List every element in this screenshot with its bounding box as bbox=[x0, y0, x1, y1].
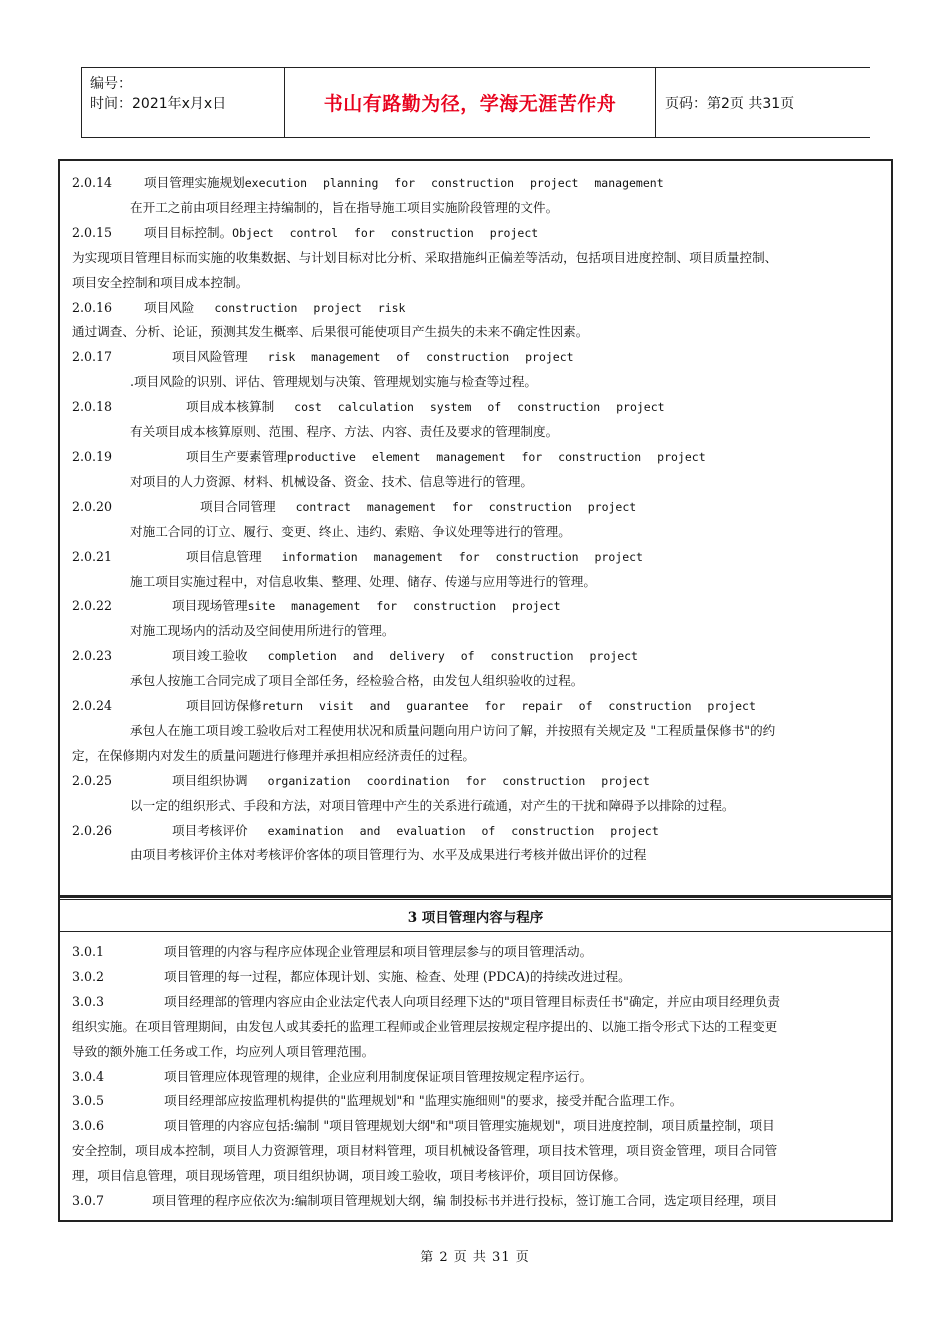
definition-title: 2.0.19 项目生产要素管理productive element management for construction project bbox=[72, 448, 706, 464]
definition-desc: 对施工合同的订立、履行、变更、终止、违约、索赔、争议处理等进行的管理。 bbox=[130, 523, 571, 539]
clause: 3.0.4 项目管理应体现管理的规律，企业应利用制度保证项目管理按规定程序运行。 bbox=[72, 1068, 593, 1084]
page-header bbox=[81, 67, 870, 138]
clause: 3.0.7 项目管理的程序应依次为:编制项目管理规划大纲，编 制投标书并进行投标，签订施工合同，选定项目经理，项目 bbox=[72, 1193, 778, 1209]
clause-cont: 理，项目信息管理，项目现场管理，项目组织协调，项目竣工验收，项目考核评价，项目回访保修。 bbox=[72, 1168, 627, 1184]
definition-desc: 承包人按施工合同完成了项目全部任务，经检验合格，由发包人组织验收的过程。 bbox=[130, 673, 584, 689]
clause: 3.0.3 项目经理部的管理内容应由企业法定代表人向项目经理下达的"项目管理目标责任书"确定，并应由项目经理负责 bbox=[72, 993, 781, 1009]
definitions-list bbox=[60, 161, 891, 868]
definition-title: 2.0.26 项目考核评价 examination and evaluation of construction project bbox=[72, 822, 659, 838]
definition-title: 2.0.16 项目风险 construction project risk bbox=[72, 299, 406, 315]
definition-desc-cont: 定，在保修期内对发生的质量问题进行修理并承担相应经济责任的过程。 bbox=[72, 747, 475, 763]
definitions-box bbox=[58, 159, 893, 897]
definition-desc: 有关项目成本核算原则、范围、程序、方法、内容、责任及要求的管理制度。 bbox=[130, 424, 559, 440]
definition-title: 2.0.22 项目现场管理site management for construction project bbox=[72, 598, 561, 614]
clause-cont: 组织实施。在项目管理期间，由发包人或其委托的监理工程师或企业管理层按规定程序提出的、以施工指令形式下达的工程变更 bbox=[72, 1018, 778, 1034]
definition-desc: 对施工现场内的活动及空间使用所进行的管理。 bbox=[130, 623, 395, 639]
page-footer: 第 2 页 共 31 页 bbox=[420, 1250, 530, 1265]
section-title: 3 项目管理内容与程序 bbox=[60, 897, 891, 932]
definition-title: 2.0.25 项目组织协调 organization coordination for construction project bbox=[72, 772, 650, 788]
definition-desc: 通过调查、分析、论证，预测其发生概率、后果很可能使项目产生损失的未来不确定性因素。 bbox=[72, 324, 589, 340]
definition-desc: .项目风险的识别、评估、管理规划与决策、管理规划实施与检查等过程。 bbox=[130, 374, 538, 390]
definition-desc: 以一定的组织形式、手段和方法，对项目管理中产生的关系进行疏通，对产生的干扰和障碍予以排除的过程。 bbox=[130, 797, 735, 813]
definition-title: 2.0.23 项目竣工验收 completion and delivery of construction project bbox=[72, 648, 638, 664]
clause: 3.0.2 项目管理的每一过程，都应体现计划、实施、检查、处理 (PDCA)的持续改进过程。 bbox=[72, 968, 631, 984]
clause-cont: 安全控制，项目成本控制，项目人力资源管理，项目材料管理，项目机械设备管理，项目技术管理，项目资金管理，项目合同管 bbox=[72, 1143, 778, 1159]
section3-box bbox=[58, 897, 893, 1222]
definition-desc: 对项目的人力资源、材料、机械设备、资金、技术、信息等进行的管理。 bbox=[130, 473, 533, 489]
section3-list bbox=[60, 932, 891, 1214]
definition-desc: 施工项目实施过程中，对信息收集、整理、处理、储存、传递与应用等进行的管理。 bbox=[130, 573, 596, 589]
definition-title: 2.0.20 项目合同管理 contract management for construction project bbox=[72, 498, 637, 514]
clause: 3.0.6 项目管理的内容应包括:编制 "项目管理规划大纲"和"项目管理实施规划"，项目进度控制，项目质量控制，项目 bbox=[72, 1118, 775, 1134]
header-number: 编号： bbox=[90, 76, 132, 92]
header-time: 时间：2021年x月x日 bbox=[90, 96, 227, 112]
header-page-cell bbox=[656, 68, 870, 137]
definition-desc: 由项目考核评价主体对考核评价客体的项目管理行为、水平及成果进行考核并做出评价的过程 bbox=[130, 847, 647, 863]
header-meta bbox=[81, 68, 284, 137]
header-motto: 书山有路勤为径，学海无涯苦作舟 bbox=[323, 93, 617, 115]
definition-desc-cont: 项目安全控制和项目成本控制。 bbox=[72, 274, 249, 290]
header-motto-cell bbox=[284, 68, 656, 137]
definition-desc: 在开工之前由项目经理主持编制的，旨在指导施工项目实施阶段管理的文件。 bbox=[130, 199, 559, 215]
definition-title: 2.0.15 项目目标控制。Object control for construction project bbox=[72, 224, 539, 240]
definition-desc: 为实现项目管理目标而实施的收集数据、与计划目标对比分析、采取措施纠正偏差等活动，包括项目进度控制、项目质量控制、 bbox=[72, 249, 778, 265]
clause: 3.0.1 项目管理的内容与程序应体现企业管理层和项目管理层参与的项目管理活动。 bbox=[72, 944, 593, 959]
header-page-number: 页码：第2页 共31页 bbox=[665, 95, 795, 112]
definition-title: 2.0.14 项目管理实施规划execution planning for construction project management bbox=[72, 175, 664, 190]
definition-title: 2.0.18 项目成本核算制 cost calculation system of construction project bbox=[72, 399, 665, 415]
clause-cont: 导致的额外施工任务或工作，均应列人项目管理范围。 bbox=[72, 1043, 375, 1059]
clause: 3.0.5 项目经理部应按监理机构提供的"监理规划"和 "监理实施细则"的要求，接受并配合监理工作。 bbox=[72, 1093, 683, 1109]
definition-desc: 承包人在施工项目竣工验收后对工程使用状况和质量问题向用户访问了解，并按照有关规定及 "工程质量保修书"的约 bbox=[130, 722, 776, 738]
definition-title: 2.0.21 项目信息管理 information management for construction project bbox=[72, 548, 643, 564]
definition-title: 2.0.24 项目回访保修return visit and guarantee for repair of construction project bbox=[72, 698, 756, 714]
definition-title: 2.0.17 项目风险管理 risk management of construction project bbox=[72, 349, 574, 365]
